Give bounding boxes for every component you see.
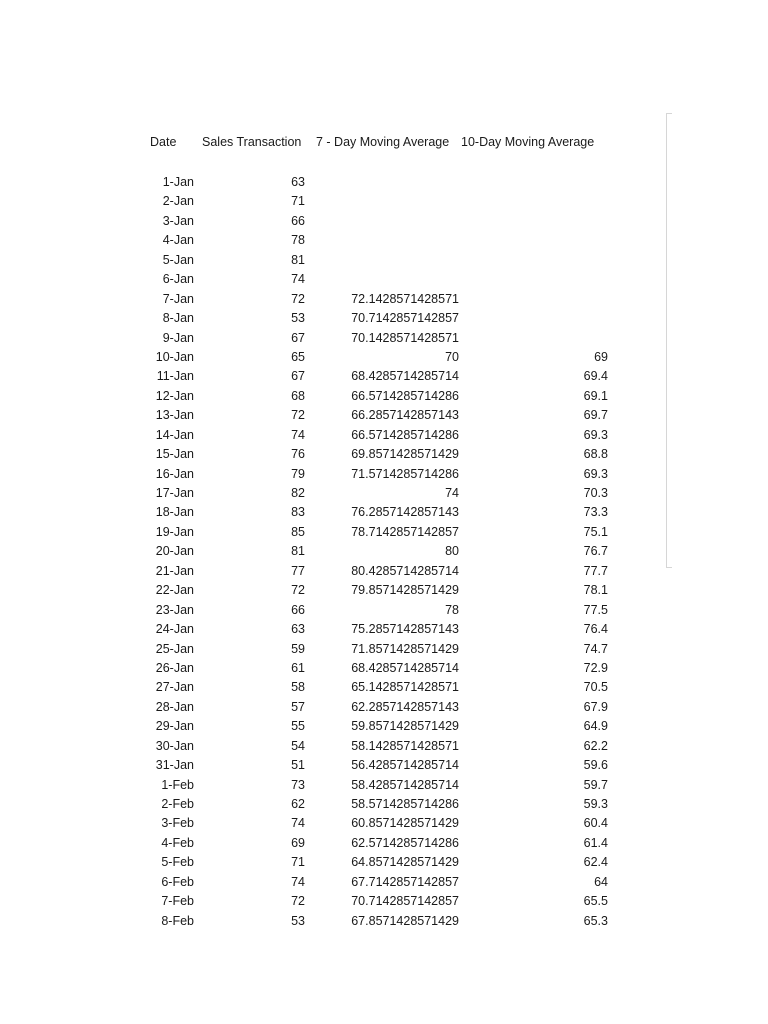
sales-cell: 72 <box>291 408 305 423</box>
table-row <box>0 620 768 639</box>
sales-cell: 83 <box>291 505 305 520</box>
ma7-cell: 80.4285714285714 <box>351 563 459 578</box>
date-cell: 3-Jan <box>162 213 194 228</box>
date-cell: 26-Jan <box>155 660 194 675</box>
table-row <box>0 581 768 600</box>
sales-cell: 72 <box>291 894 305 909</box>
date-cell: 2-Feb <box>161 797 194 811</box>
table-row <box>0 523 768 542</box>
ma10-cell: 72.9 <box>583 660 608 675</box>
table-row <box>0 601 768 620</box>
ma7-cell: 62.2857142857143 <box>351 699 459 714</box>
sales-cell: 58 <box>291 680 305 695</box>
ma10-cell: 59.6 <box>583 758 608 773</box>
sales-cell: 54 <box>291 738 305 753</box>
ma7-cell: 66.5714285714286 <box>351 427 459 442</box>
date-cell: 5-Jan <box>162 252 194 267</box>
ma7-cell: 59.8571428571429 <box>351 719 459 734</box>
sales-cell: 59 <box>291 641 305 656</box>
table-row <box>0 406 768 425</box>
date-cell: 15-Jan <box>155 447 194 462</box>
sales-cell: 82 <box>291 486 305 500</box>
ma10-cell: 69 <box>594 349 608 364</box>
ma10-cell: 59.3 <box>583 797 608 811</box>
date-cell: 8-Jan <box>162 311 194 326</box>
table-row <box>0 290 768 309</box>
ma10-cell: 69.4 <box>583 369 608 384</box>
date-cell: 4-Feb <box>161 835 194 850</box>
date-cell: 22-Jan <box>155 583 194 598</box>
sales-cell: 72 <box>291 583 305 598</box>
ma7-cell: 71.8571428571429 <box>351 641 459 656</box>
ma10-cell: 65.3 <box>583 913 608 928</box>
ma10-cell: 67.9 <box>583 699 608 714</box>
sales-cell: 79 <box>291 466 305 481</box>
sales-cell: 85 <box>291 524 305 539</box>
ma10-cell: 69.3 <box>583 427 608 442</box>
ma7-cell: 79.8571428571429 <box>351 583 459 598</box>
table-row <box>0 776 768 795</box>
date-cell: 1-Jan <box>162 175 194 189</box>
sales-cell: 81 <box>291 252 305 267</box>
ma7-cell: 62.5714285714286 <box>351 835 459 850</box>
data-rows <box>0 173 768 931</box>
table-row <box>0 912 768 931</box>
table-row <box>0 465 768 484</box>
sales-cell: 53 <box>291 913 305 928</box>
date-cell: 18-Jan <box>155 505 194 520</box>
date-cell: 1-Feb <box>161 777 194 792</box>
ma10-cell: 69.7 <box>583 408 608 423</box>
date-cell: 9-Jan <box>162 330 194 345</box>
ma10-cell: 64.9 <box>583 719 608 734</box>
ma7-cell: 70.7142857142857 <box>351 894 459 909</box>
sales-cell: 69 <box>291 835 305 850</box>
ma10-cell: 76.4 <box>583 622 608 637</box>
table-row <box>0 542 768 561</box>
ma7-cell: 64.8571428571429 <box>351 855 459 870</box>
table-row <box>0 387 768 406</box>
ma7-cell: 76.2857142857143 <box>351 505 459 520</box>
table-row <box>0 892 768 911</box>
date-cell: 20-Jan <box>155 544 194 559</box>
table-row <box>0 814 768 833</box>
date-cell: 6-Jan <box>162 272 194 287</box>
table-row <box>0 640 768 659</box>
sales-cell: 74 <box>291 272 305 287</box>
date-cell: 28-Jan <box>155 699 194 714</box>
date-cell: 23-Jan <box>155 602 194 617</box>
date-cell: 14-Jan <box>155 427 194 442</box>
date-cell: 6-Feb <box>161 874 194 889</box>
ma10-cell: 77.7 <box>583 563 608 578</box>
ma10-cell: 69.3 <box>583 466 608 481</box>
sales-cell: 62 <box>291 797 305 811</box>
ma7-cell: 66.2857142857143 <box>351 408 459 423</box>
sales-cell: 67 <box>291 330 305 345</box>
sales-cell: 55 <box>291 719 305 734</box>
sales-cell: 76 <box>291 447 305 462</box>
table-row <box>0 795 768 814</box>
table-row <box>0 270 768 289</box>
sales-cell: 77 <box>291 563 305 578</box>
ma10-cell: 70.3 <box>583 486 608 500</box>
date-cell: 10-Jan <box>155 349 194 364</box>
header-7-day-moving-average: 7 - Day Moving Average <box>316 135 450 149</box>
date-cell: 4-Jan <box>162 233 194 248</box>
date-cell: 27-Jan <box>155 680 194 695</box>
sales-cell: 72 <box>291 291 305 306</box>
ma10-cell: 75.1 <box>583 524 608 539</box>
ma7-cell: 58.4285714285714 <box>351 777 459 792</box>
table-row <box>0 231 768 250</box>
ma10-cell: 60.4 <box>583 816 608 831</box>
ma10-cell: 65.5 <box>583 894 608 909</box>
ma7-cell: 56.4285714285714 <box>351 758 459 773</box>
date-cell: 8-Feb <box>161 913 194 928</box>
sales-cell: 63 <box>291 622 305 637</box>
table-row <box>0 717 768 736</box>
table-row <box>0 445 768 464</box>
table-row <box>0 737 768 756</box>
ma7-cell: 75.2857142857143 <box>351 622 459 637</box>
sales-cell: 71 <box>291 194 305 209</box>
table-row <box>0 192 768 211</box>
table-row <box>0 348 768 367</box>
table-row <box>0 873 768 892</box>
ma7-cell: 58.5714285714286 <box>351 797 459 811</box>
sales-cell: 51 <box>291 758 305 773</box>
date-cell: 5-Feb <box>161 855 194 870</box>
table-row <box>0 562 768 581</box>
sales-cell: 81 <box>291 544 305 559</box>
sales-cell: 74 <box>291 874 305 889</box>
table-row <box>0 367 768 386</box>
date-cell: 30-Jan <box>155 738 194 753</box>
ma7-cell: 72.1428571428571 <box>351 291 459 306</box>
sales-cell: 66 <box>291 602 305 617</box>
date-cell: 16-Jan <box>155 466 194 481</box>
ma7-cell: 78.7142857142857 <box>351 524 459 539</box>
table-row <box>0 659 768 678</box>
sales-cell: 61 <box>291 660 305 675</box>
table-row <box>0 834 768 853</box>
date-cell: 13-Jan <box>155 408 194 423</box>
sales-cell: 74 <box>291 816 305 831</box>
ma7-cell: 74 <box>445 486 459 500</box>
ma7-cell: 68.4285714285714 <box>351 369 459 384</box>
ma10-cell: 61.4 <box>583 835 608 850</box>
ma10-cell: 69.1 <box>583 388 608 403</box>
ma10-cell: 64 <box>594 874 608 889</box>
header-10-day-moving-average: 10-Day Moving Average <box>461 135 595 149</box>
header-date: Date <box>150 135 177 149</box>
ma7-cell: 70.7142857142857 <box>351 311 459 326</box>
date-cell: 12-Jan <box>155 388 194 403</box>
sales-cell: 63 <box>291 175 305 189</box>
date-cell: 29-Jan <box>155 719 194 734</box>
ma7-cell: 80 <box>445 544 459 559</box>
table-row <box>0 698 768 717</box>
table-row <box>0 309 768 328</box>
ma10-cell: 76.7 <box>583 544 608 559</box>
ma7-cell: 60.8571428571429 <box>351 816 459 831</box>
ma7-cell: 65.1428571428571 <box>351 680 459 695</box>
sales-cell: 66 <box>291 213 305 228</box>
date-cell: 19-Jan <box>155 524 194 539</box>
date-cell: 25-Jan <box>155 641 194 656</box>
header-sales-transaction: Sales Transaction <box>202 135 302 149</box>
ma10-cell: 73.3 <box>583 505 608 520</box>
sales-cell: 67 <box>291 369 305 384</box>
date-cell: 24-Jan <box>155 622 194 637</box>
ma7-cell: 58.1428571428571 <box>351 738 459 753</box>
sales-cell: 73 <box>291 777 305 792</box>
ma7-cell: 68.4285714285714 <box>351 660 459 675</box>
table-row <box>0 173 768 192</box>
ma10-cell: 70.5 <box>583 680 608 695</box>
table-row <box>0 251 768 270</box>
date-cell: 11-Jan <box>156 369 194 384</box>
table-row <box>0 756 768 775</box>
date-cell: 21-Jan <box>155 563 194 578</box>
ma10-cell: 78.1 <box>583 583 608 598</box>
ma7-cell: 67.7142857142857 <box>351 874 459 889</box>
ma10-cell: 62.4 <box>583 855 608 870</box>
sales-cell: 68 <box>291 388 305 403</box>
table-row <box>0 484 768 503</box>
sales-cell: 65 <box>291 349 305 364</box>
sales-cell: 57 <box>291 699 305 714</box>
ma7-cell: 78 <box>445 602 459 617</box>
ma10-cell: 59.7 <box>583 777 608 792</box>
ma10-cell: 74.7 <box>583 641 608 656</box>
ma7-cell: 66.5714285714286 <box>351 388 459 403</box>
date-cell: 17-Jan <box>155 486 194 500</box>
table-row <box>0 329 768 348</box>
ma7-cell: 70.1428571428571 <box>351 330 459 345</box>
ma7-cell: 71.5714285714286 <box>351 466 459 481</box>
sales-cell: 78 <box>291 233 305 248</box>
date-cell: 7-Jan <box>162 291 194 306</box>
table-row <box>0 426 768 445</box>
date-cell: 3-Feb <box>161 816 194 831</box>
ma10-cell: 77.5 <box>583 602 608 617</box>
date-cell: 2-Jan <box>162 194 194 209</box>
ma7-cell: 67.8571428571429 <box>351 913 459 928</box>
table-row <box>0 503 768 522</box>
sales-cell: 71 <box>291 855 305 870</box>
sales-cell: 74 <box>291 427 305 442</box>
date-cell: 7-Feb <box>161 894 194 909</box>
table-row <box>0 212 768 231</box>
ma10-cell: 68.8 <box>583 447 608 462</box>
ma7-cell: 69.8571428571429 <box>351 447 459 462</box>
table-row <box>0 678 768 697</box>
date-cell: 31-Jan <box>155 758 194 773</box>
ma10-cell: 62.2 <box>583 738 608 753</box>
sales-cell: 53 <box>291 311 305 326</box>
ma7-cell: 70 <box>445 349 459 364</box>
table-row <box>0 853 768 872</box>
